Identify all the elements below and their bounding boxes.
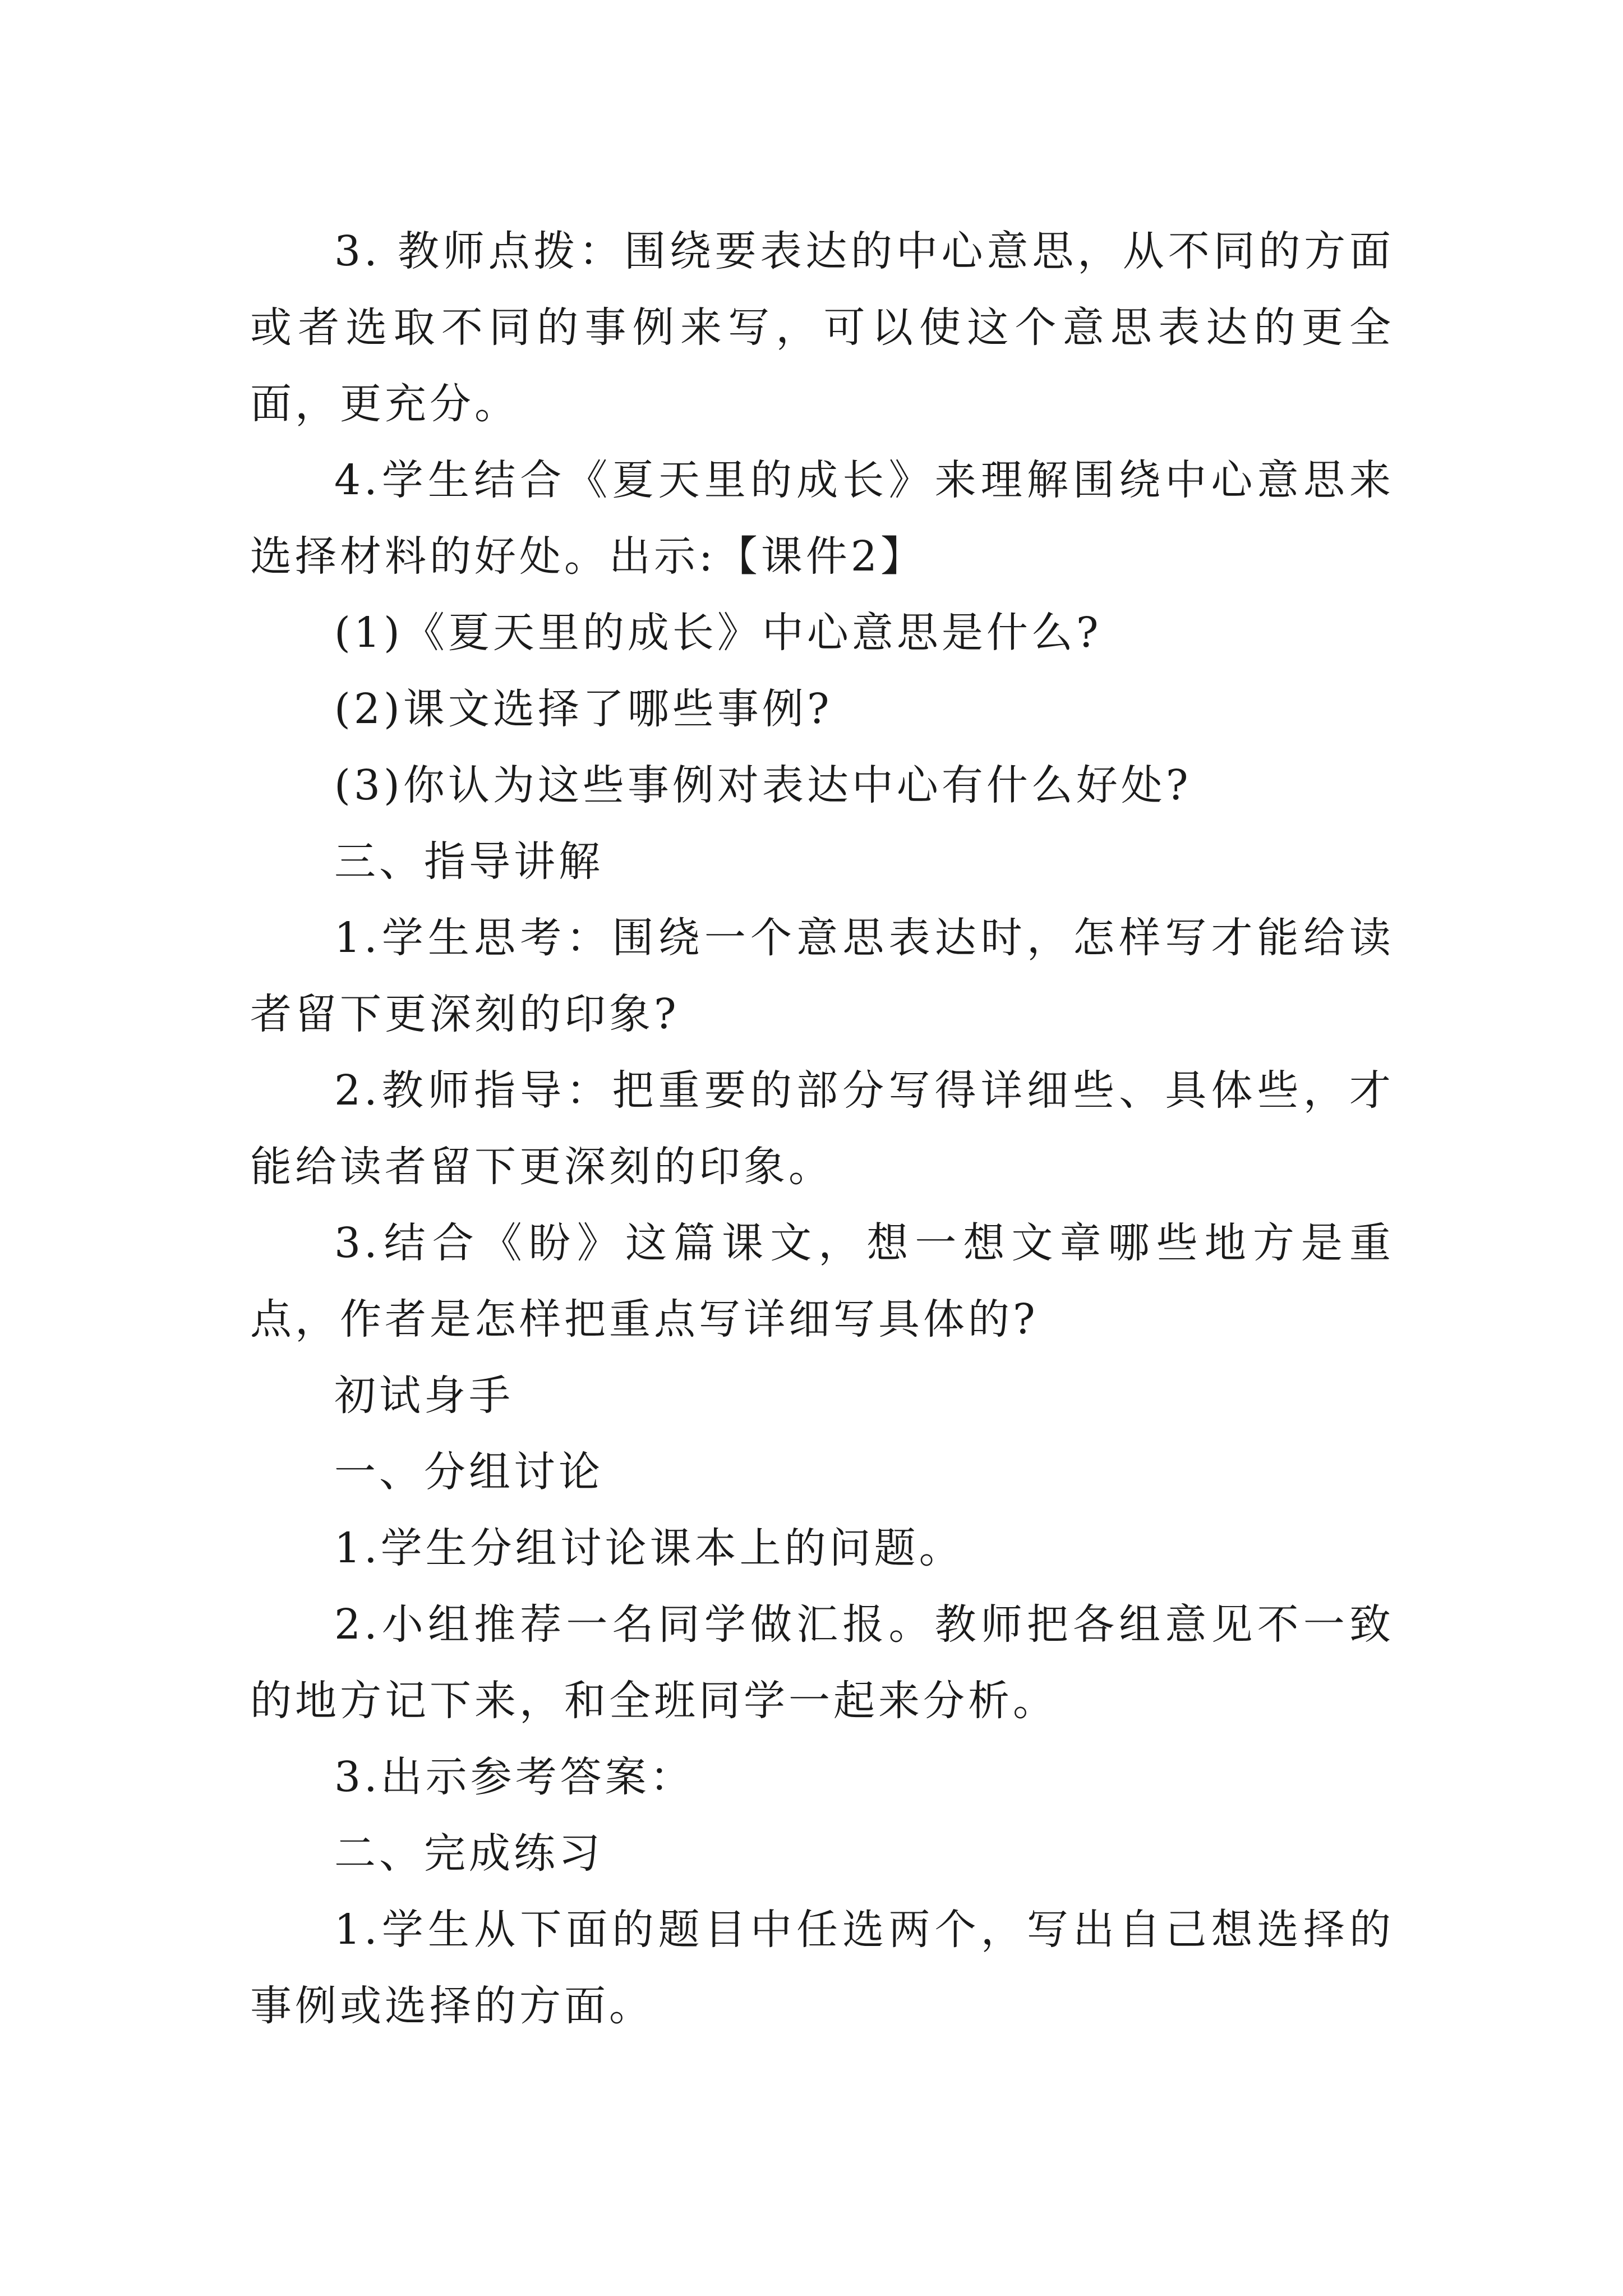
paragraph-student-thinking: 1.学生思考：围绕一个意思表达时，怎样写才能给读者留下更深刻的印象? — [250, 914, 1394, 1038]
document-body — [250, 213, 1394, 2044]
paragraph-teacher-guidance: 3. 教师点拨：围绕要表达的中心意思，从不同的方面或者选取不同的事例来写，可以使这个意思表达的更全面，更充分。 — [250, 227, 1394, 428]
paragraph-teacher-instruction: 2.教师指导：把重要的部分写得详细些、具体些，才能给读者留下更深刻的印象。 — [250, 1066, 1394, 1191]
paragraph-question-3: (3)你认为这些事例对表达中心有什么好处? — [334, 761, 1192, 809]
section-heading-first-try: 初试身手 — [334, 1372, 514, 1420]
section-heading-guided-explanation: 三、指导讲解 — [334, 838, 603, 886]
section-heading-complete-exercise: 二、完成练习 — [334, 1829, 603, 1878]
paragraph-group-discussion: 1.学生分组讨论课本上的问题。 — [334, 1524, 964, 1572]
paragraph-exercise-topics: 1.学生从下面的题目中任选两个，写出自己想选择的事例或选择的方面。 — [250, 1906, 1394, 2030]
paragraph-question-2: (2)课文选择了哪些事例? — [334, 685, 833, 733]
paragraph-pan-lesson: 3.结合《盼》这篇课文，想一想文章哪些地方是重点，作者是怎样把重点写详细写具体的? — [250, 1219, 1394, 1343]
paragraph-summer-growth: 4.学生结合《夏天里的成长》来理解围绕中心意思来选择材料的好处。出示:【课件2】 — [250, 456, 1394, 581]
section-heading-group-discussion: 一、分组讨论 — [334, 1448, 603, 1496]
paragraph-question-1: (1)《夏天里的成长》中心意思是什么? — [334, 609, 1102, 657]
paragraph-reference-answer: 3.出示参考答案： — [334, 1753, 695, 1801]
paragraph-group-report: 2.小组推荐一名同学做汇报。教师把各组意见不一致的地方记下来，和全班同学一起来分析。 — [250, 1600, 1394, 1725]
